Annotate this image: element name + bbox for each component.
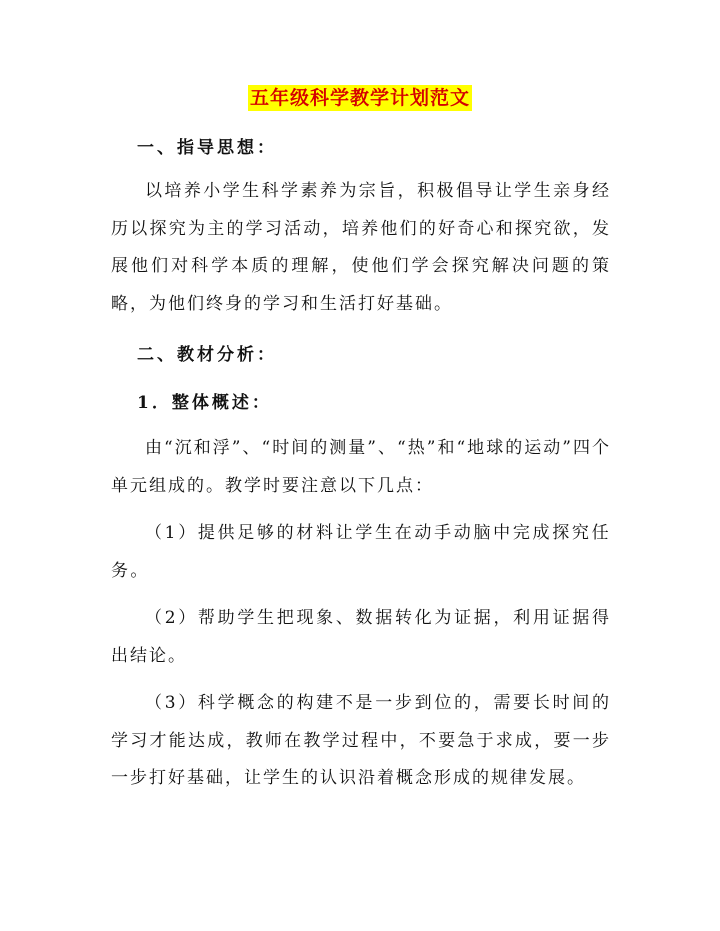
section-heading-guiding-thought: 一、指导思想： bbox=[137, 138, 277, 158]
paragraph-point-2: （2）帮助学生把现象、数据转化为证据，利用证据得出结论。 bbox=[111, 608, 611, 666]
paragraph-point-3: （3）科学概念的构建不是一步到位的，需要长时间的学习才能达成，教师在教学过程中，不要急于求成，要一步一步打好基础，让学生的认识沿着概念形成的规律发展。 bbox=[111, 693, 611, 788]
subheading-overview: 1．整体概述： bbox=[137, 393, 272, 413]
paragraph-units-overview: 由“沉和浮”、“时间的测量”、“热”和“地球的运动”四个单元组成的。教学时要注意以下几点： bbox=[111, 438, 611, 496]
section-heading-textbook-analysis: 二、教材分析： bbox=[137, 345, 277, 365]
paragraph-point-1: （1）提供足够的材料让学生在动手动脑中完成探究任务。 bbox=[111, 523, 611, 581]
document-title: 五年级科学教学计划范文 bbox=[249, 87, 470, 109]
title-container bbox=[0, 85, 720, 111]
paragraph-guiding-thought: 以培养小学生科学素养为宗旨，积极倡导让学生亲身经历以探究为主的学习活动，培养他们的好奇心和探究欲，发展他们对科学本质的理解，使他们学会探究解决问题的策略，为他们终身的学习和生活打好基础。 bbox=[111, 181, 611, 314]
